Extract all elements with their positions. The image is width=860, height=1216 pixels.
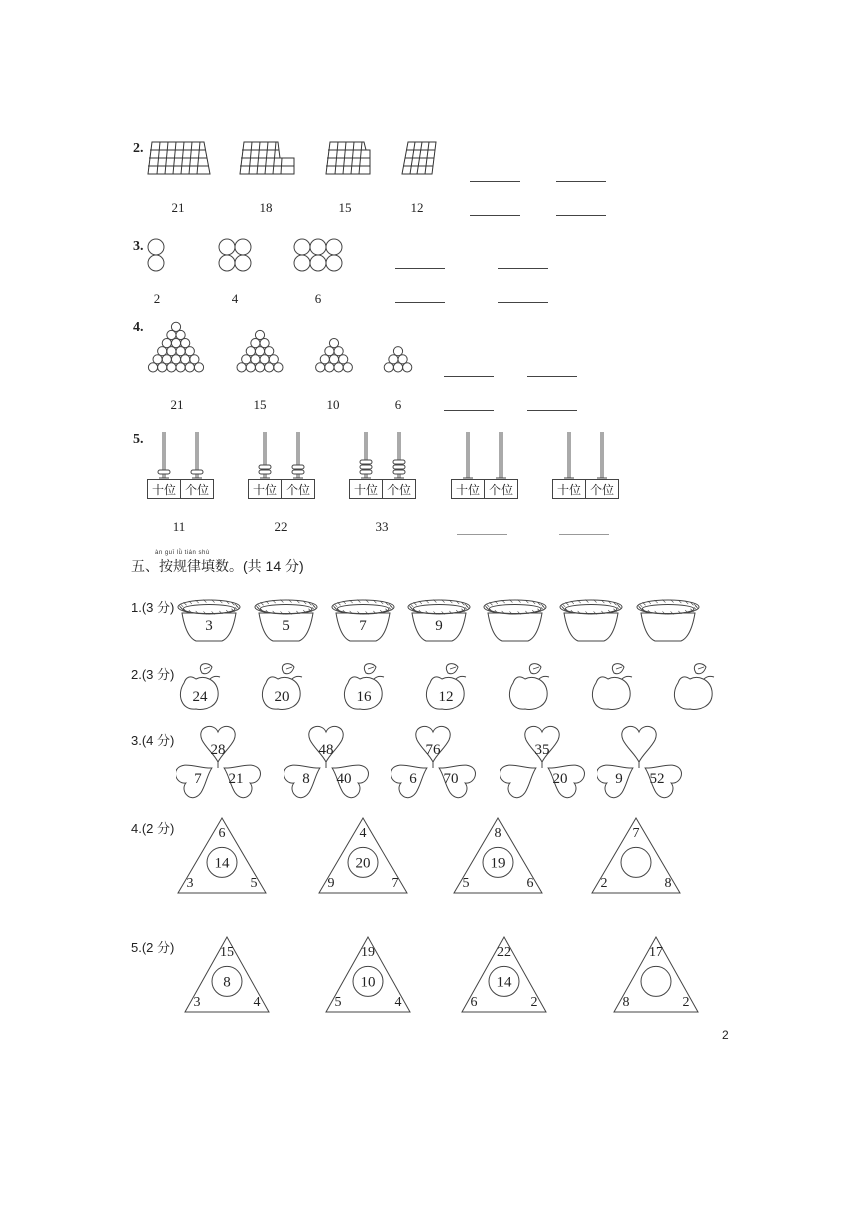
clover-left-number: 7 — [194, 771, 202, 787]
clover-1 — [176, 724, 264, 806]
p5-label: 5.(2 分) — [131, 940, 175, 955]
q2-label-2: 18 — [259, 200, 273, 215]
q4-answer-blank-1[interactable] — [444, 375, 494, 377]
abacus-2 — [248, 430, 318, 502]
q2-label-4: 12 — [410, 200, 424, 215]
q2-grid-figures — [140, 138, 460, 183]
abacus-5 — [552, 430, 622, 502]
q5-label-3: 33 — [375, 519, 389, 534]
basket-4 — [406, 597, 472, 647]
q2-answer-blank-1[interactable] — [470, 180, 520, 182]
q2-answer-blank-3[interactable] — [470, 214, 520, 216]
p2-label: 2.(3 分) — [131, 667, 175, 682]
p4-triangle-4 — [590, 816, 682, 896]
basket-3 — [330, 597, 396, 647]
triangle-center-number: 14 — [214, 855, 230, 872]
q4-label-1: 21 — [170, 397, 184, 412]
triangle-left-number: 8 — [622, 995, 630, 1010]
q4-label-3: 10 — [326, 397, 340, 412]
fruit-7 — [668, 661, 722, 713]
tens-place-label: 十位 — [151, 483, 177, 497]
triangle-left-number: 9 — [327, 876, 335, 891]
q3-answer-blank-1[interactable] — [395, 267, 445, 269]
fruit-number: 20 — [274, 689, 290, 705]
triangle-left-number: 3 — [193, 995, 201, 1010]
triangle-center-number: 8 — [223, 974, 231, 991]
q2-answer-blank-2[interactable] — [556, 180, 606, 182]
triangle-left-number: 5 — [334, 995, 342, 1010]
clover-3 — [391, 724, 479, 806]
basket-number: 7 — [359, 618, 367, 634]
ones-place-label: 个位 — [488, 483, 514, 497]
ones-place-label: 个位 — [386, 483, 412, 497]
clover-right-number: 40 — [336, 771, 352, 787]
p4-label: 4.(2 分) — [131, 821, 175, 836]
q4-answer-blank-2[interactable] — [527, 375, 577, 377]
triangle-top-number: 19 — [361, 945, 375, 961]
ones-place-label: 个位 — [589, 483, 615, 497]
triangle-left-number: 6 — [470, 995, 478, 1010]
q5-answer-blank-1[interactable] — [457, 533, 507, 535]
triangle-left-number: 3 — [186, 876, 194, 891]
clover-2 — [284, 724, 372, 806]
q5-label-2: 22 — [274, 519, 288, 534]
triangle-center-number: 14 — [496, 974, 512, 991]
clover-right-number: 52 — [649, 771, 665, 787]
clover-top-number: 76 — [425, 742, 441, 758]
q3-label-2: 4 — [231, 291, 239, 306]
triangle-right-number: 4 — [253, 995, 261, 1010]
p4-triangle-3 — [452, 816, 544, 896]
q5-number: 5. — [133, 432, 144, 447]
triangle-right-number: 2 — [530, 995, 538, 1010]
tens-place-label: 十位 — [556, 483, 582, 497]
clover-top-number: 48 — [318, 742, 334, 758]
fruit-number: 16 — [356, 689, 372, 705]
clover-5 — [597, 724, 685, 806]
p4-triangle-2 — [317, 816, 409, 896]
q4-label-4: 6 — [394, 397, 402, 412]
triangle-right-number: 2 — [682, 995, 690, 1010]
q4-label-2: 15 — [253, 397, 267, 412]
triangle-center-number: 20 — [355, 855, 371, 872]
triangle-top-number: 8 — [494, 826, 502, 842]
fruit-5 — [503, 661, 557, 713]
fruit-6 — [586, 661, 640, 713]
clover-left-number: 6 — [409, 771, 417, 787]
q2-answer-blank-4[interactable] — [556, 214, 606, 216]
section5-title: 五、按规律填数。(共 14 分) — [131, 558, 304, 574]
q3-answer-blank-4[interactable] — [498, 301, 548, 303]
basket-5 — [482, 597, 548, 647]
triangle-right-number: 5 — [250, 876, 258, 891]
basket-number: 5 — [282, 618, 290, 634]
p3-label: 3.(4 分) — [131, 733, 175, 748]
triangle-top-number: 17 — [649, 945, 663, 961]
clover-right-number: 21 — [228, 771, 244, 787]
triangle-top-number: 4 — [359, 826, 367, 842]
q2-number: 2. — [133, 141, 144, 156]
clover-right-number: 70 — [443, 771, 459, 787]
tens-place-label: 十位 — [353, 483, 379, 497]
p4-triangle-1 — [176, 816, 268, 896]
p5-triangle-3 — [460, 935, 548, 1015]
center-circle[interactable] — [621, 847, 651, 877]
page-number: 2 — [722, 1028, 729, 1042]
abacus-1 — [147, 430, 217, 502]
triangle-top-number: 6 — [218, 826, 226, 842]
q4-answer-blank-3[interactable] — [444, 409, 494, 411]
section5-pinyin: àn guī lǜ tián shù — [155, 550, 210, 556]
clover-top-number: 35 — [534, 742, 550, 758]
q5-label-1: 11 — [172, 519, 186, 534]
clover-4 — [500, 724, 588, 806]
fruit-3 — [338, 661, 392, 713]
p1-label: 1.(3 分) — [131, 600, 175, 615]
triangle-left-number: 5 — [462, 876, 470, 891]
basket-7 — [635, 597, 701, 647]
fruit-1 — [174, 661, 228, 713]
fruit-number: 24 — [192, 689, 208, 705]
triangle-top-number: 22 — [497, 945, 511, 961]
center-circle[interactable] — [641, 966, 671, 996]
triangle-right-number: 7 — [391, 876, 399, 891]
q5-answer-blank-2[interactable] — [559, 533, 609, 535]
p5-triangle-2 — [324, 935, 412, 1015]
abacus-4 — [451, 430, 521, 502]
q4-number: 4. — [133, 320, 144, 335]
clover-top-number: 28 — [210, 742, 226, 758]
triangle-center-number: 19 — [490, 855, 506, 872]
q3-answer-blank-2[interactable] — [498, 267, 548, 269]
q3-label-1: 2 — [153, 291, 161, 306]
triangle-top-number: 15 — [220, 945, 234, 961]
basket-6 — [558, 597, 624, 647]
basket-number: 3 — [205, 618, 213, 634]
basket-1 — [176, 597, 242, 647]
clover-left-number: 8 — [302, 771, 310, 787]
clover-left-number: 9 — [615, 771, 623, 787]
fruit-2 — [256, 661, 310, 713]
q3-answer-blank-3[interactable] — [395, 301, 445, 303]
triangle-top-number: 7 — [632, 826, 640, 842]
fruit-number: 12 — [438, 689, 454, 705]
q3-label-3: 6 — [314, 291, 322, 306]
q3-number: 3. — [133, 239, 144, 254]
q3-circle-figures — [140, 236, 360, 276]
tens-place-label: 十位 — [455, 483, 481, 497]
p5-triangle-4 — [612, 935, 700, 1015]
basket-2 — [253, 597, 319, 647]
ones-place-label: 个位 — [285, 483, 311, 497]
q4-ball-triangle-figures — [140, 318, 430, 376]
q2-label-1: 21 — [171, 200, 185, 215]
triangle-right-number: 8 — [664, 876, 672, 891]
tens-place-label: 十位 — [252, 483, 278, 497]
triangle-left-number: 2 — [600, 876, 608, 891]
clover-right-number: 20 — [552, 771, 568, 787]
p5-triangle-1 — [183, 935, 271, 1015]
q4-answer-blank-4[interactable] — [527, 409, 577, 411]
basket-number: 9 — [435, 618, 443, 634]
triangle-center-number: 10 — [360, 974, 376, 991]
ones-place-label: 个位 — [184, 483, 210, 497]
q2-label-3: 15 — [338, 200, 352, 215]
triangle-right-number: 6 — [526, 876, 534, 891]
triangle-right-number: 4 — [394, 995, 402, 1010]
abacus-3 — [349, 430, 419, 502]
fruit-4 — [420, 661, 474, 713]
